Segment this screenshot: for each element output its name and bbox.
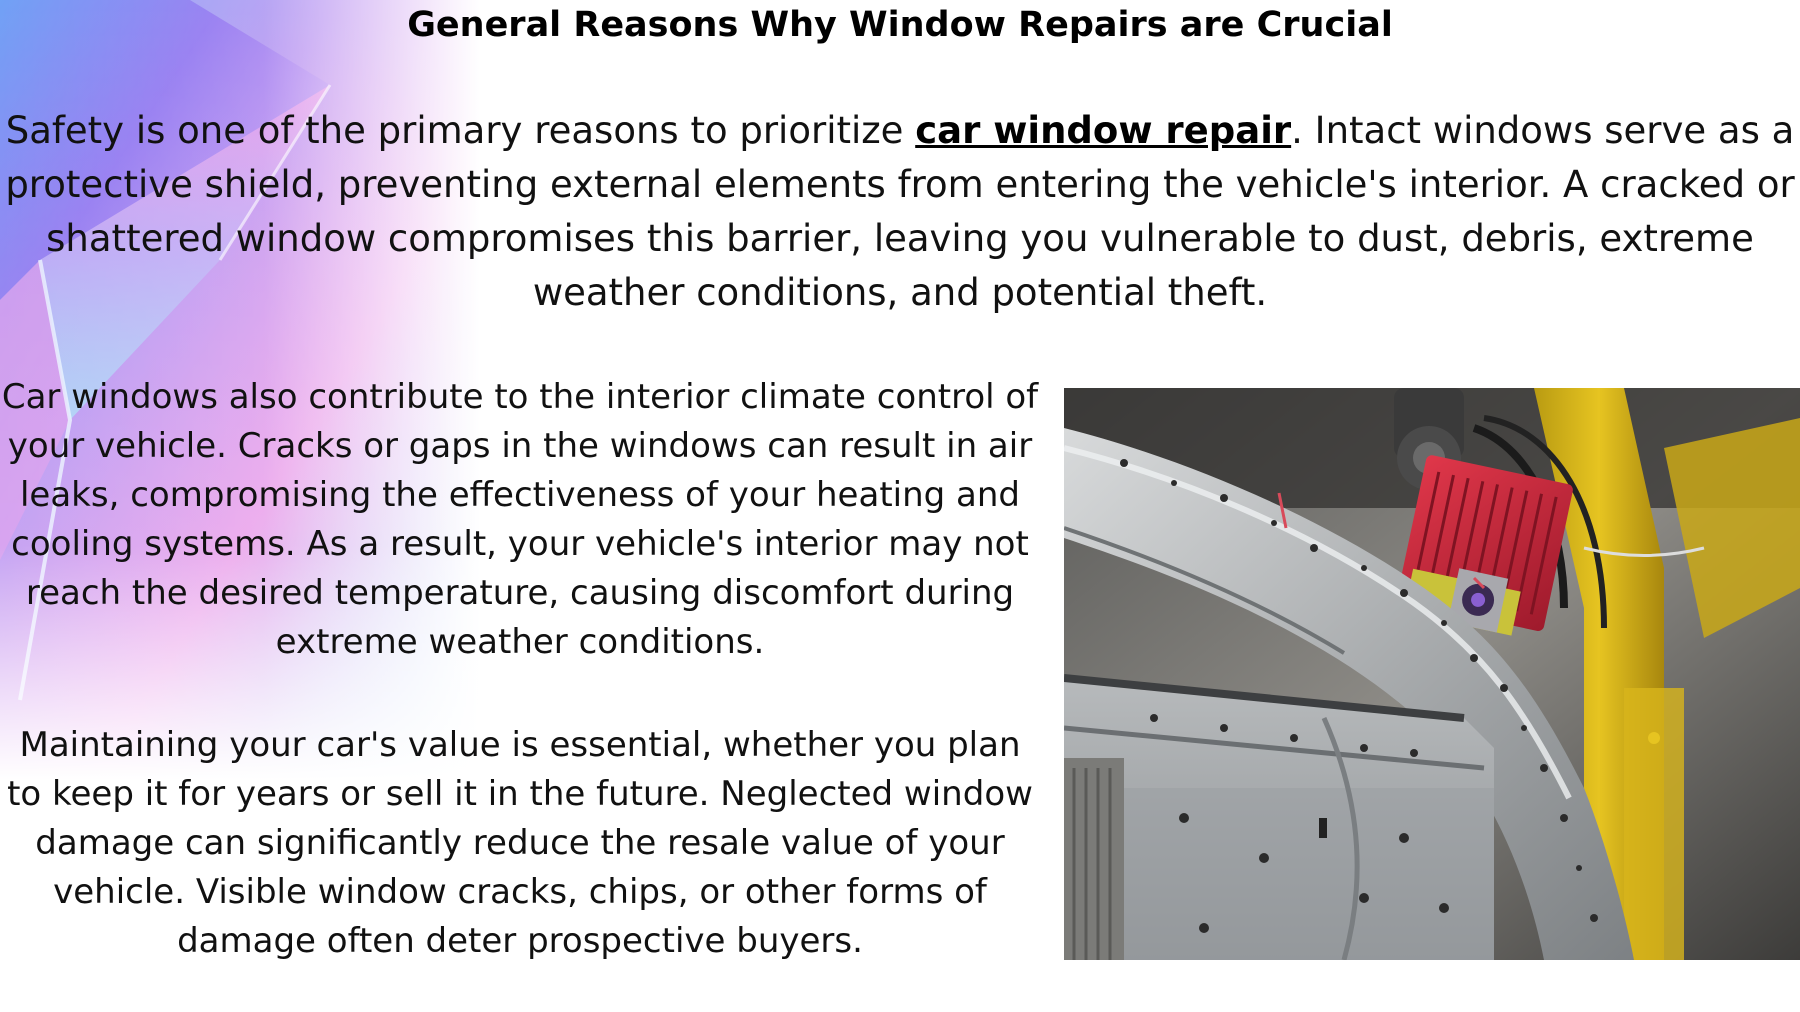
photo-illustration <box>1064 388 1800 960</box>
safety-paragraph <box>0 104 1800 320</box>
climate-control-paragraph: Car windows also contribute to the interior climate control of your vehicle. Cracks or gaps in the windows can result in air leaks, compromising the effectiveness of your heating and cooling systems. As a result, your vehicle's interior may not reach the desired temperature, causing discomfort during extreme weather conditions. <box>1 377 1039 662</box>
car-value-paragraph: Maintaining your car's value is essential, whether you plan to keep it for years or sell it in the future. Neglected window damage can significantly reduce the resale value of your vehicle. Visible window cracks, chips, or other forms of damage often deter prospective buyers. <box>7 725 1033 961</box>
safety-text-before-link: Safety is one of the primary reasons to prioritize <box>5 109 916 152</box>
page-title: General Reasons Why Window Repairs are Crucial <box>407 5 1393 45</box>
car-frame-inspection-photo <box>1064 388 1800 960</box>
safety-text-after-link: . Intact windows serve as a protective shield, preventing external elements from entering the vehicle's interior. A cracked or shattered window compromises this barrier, leaving you vulnerable to dust, debris, extreme weather conditions, and potential theft. <box>5 109 1795 314</box>
car-window-repair-link[interactable]: car window repair <box>915 109 1292 152</box>
